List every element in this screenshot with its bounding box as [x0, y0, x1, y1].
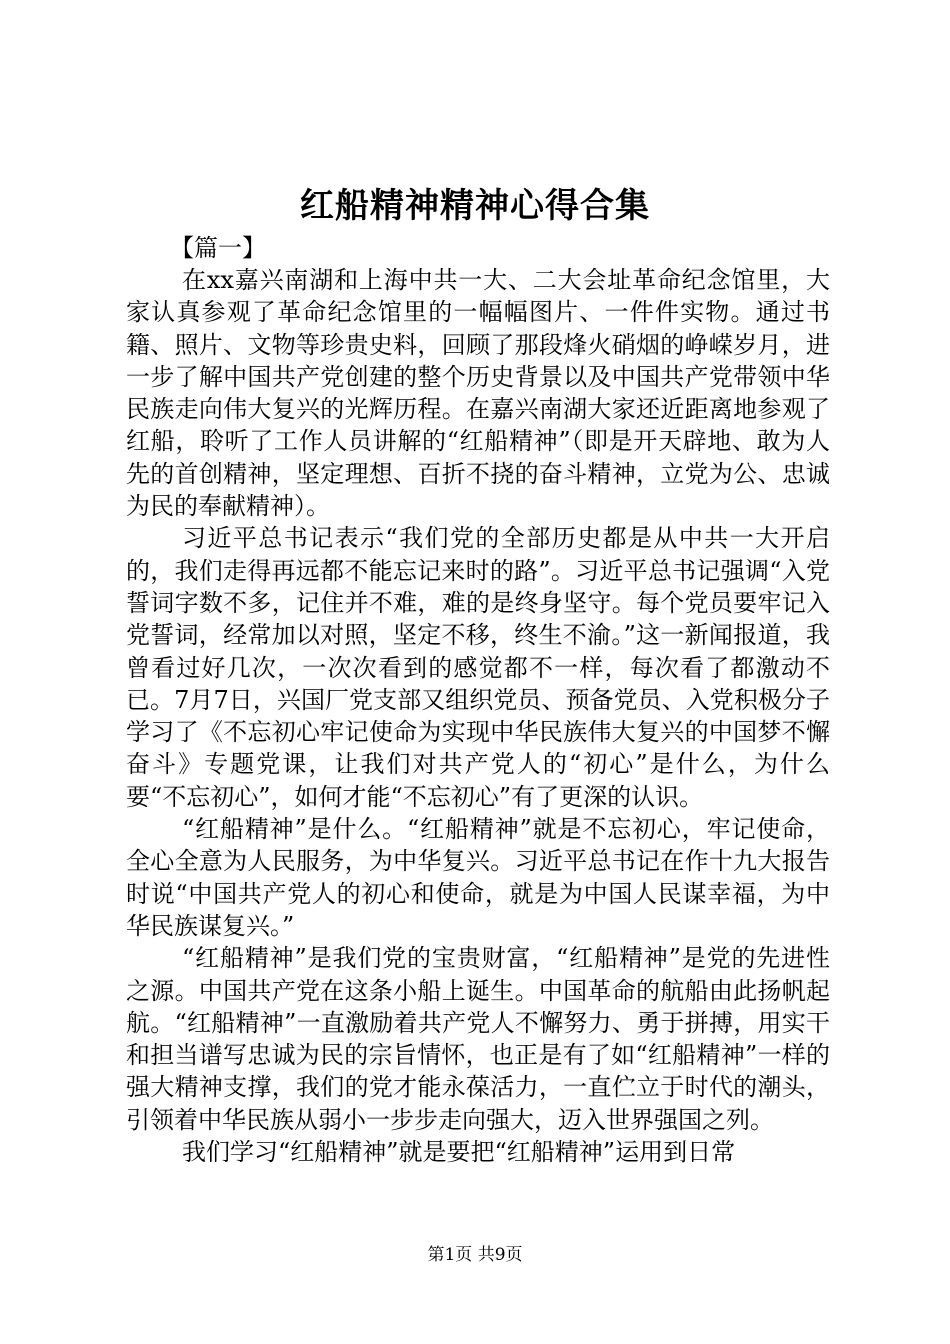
paragraph-5: 我们学习“红船精神”就是要把“红船精神”运用到日常 — [182, 1138, 736, 1167]
paragraph-1: 在xx嘉兴南湖和上海中共一大、二大会址革命纪念馆里，大家认真参观了革命纪念馆里的一幅幅图片、一件件实物。通过书籍、照片、文物等珍贵史料，回顾了那段烽火硝烟的峥嵘岁月，进一步了解中国共产党创建的整个历史背景以及中国共产党带领中华民族走向伟大复兴的光辉历程。在嘉兴南湖大家还近距离地参观了红船，聆听了工作人员讲解的“红船精神”（即是开天辟地、敢为人先的首创精神，坚定理想、百折不挠的奋斗精神，立党为公、忠诚为民的奉献精神）。 — [126, 266, 830, 521]
paragraph-2: 习近平总书记表示“我们党的全部历史都是从中共一大开启的，我们走得再远都不能忘记来时的路”。习近平总书记强调“入党誓词字数不多，记住并不难，难的是终身坚守。每个党员要牢记入党誓词，经常加以对照，坚定不移，终生不渝。”这一新闻报道，我曾看过好几次，一次次看到的感觉都不一样，每次看了都激动不已。7月7日，兴国厂党支部又组织党员、预备党员、入党积极分子学习了《不忘初心牢记使命为实现中华民族伟大复兴的中国梦不懈奋斗》专题党课，让我们对共产党人的“初心”是什么，为什么要“不忘初心”，如何才能“不忘初心”有了更深的认识。 — [126, 524, 830, 811]
paragraph-4: “红船精神”是我们党的宝贵财富，“红船精神”是党的先进性之源。中国共产党在这条小船上诞生。中国革命的航船由此扬帆起航。“红船精神”一直激励着共产党人不懈努力、勇于拼搏，用实干和担当谱写忠诚为民的宗旨情怀，也正是有了如“红船精神”一样的强大精神支撑，我们的党才能永葆活力，一直伫立于时代的潮头，引领着中华民族从弱小一步步走向强大，迈入世界强国之列。 — [126, 944, 830, 1134]
document-title: 红船精神精神心得合集 — [300, 186, 650, 226]
paragraph-3: “红船精神”是什么。“红船精神”就是不忘初心，牢记使命，全心全意为人民服务，为中华复兴。习近平总书记在作十九大报告时说“中国共产党人的初心和使命，就是为中国人民谋幸福，为中华民族谋复兴。” — [126, 815, 830, 940]
page-footer: 第1页 共9页 — [427, 1245, 523, 1265]
document-body — [126, 232, 830, 1168]
section-label: 【篇一】 — [170, 234, 266, 262]
